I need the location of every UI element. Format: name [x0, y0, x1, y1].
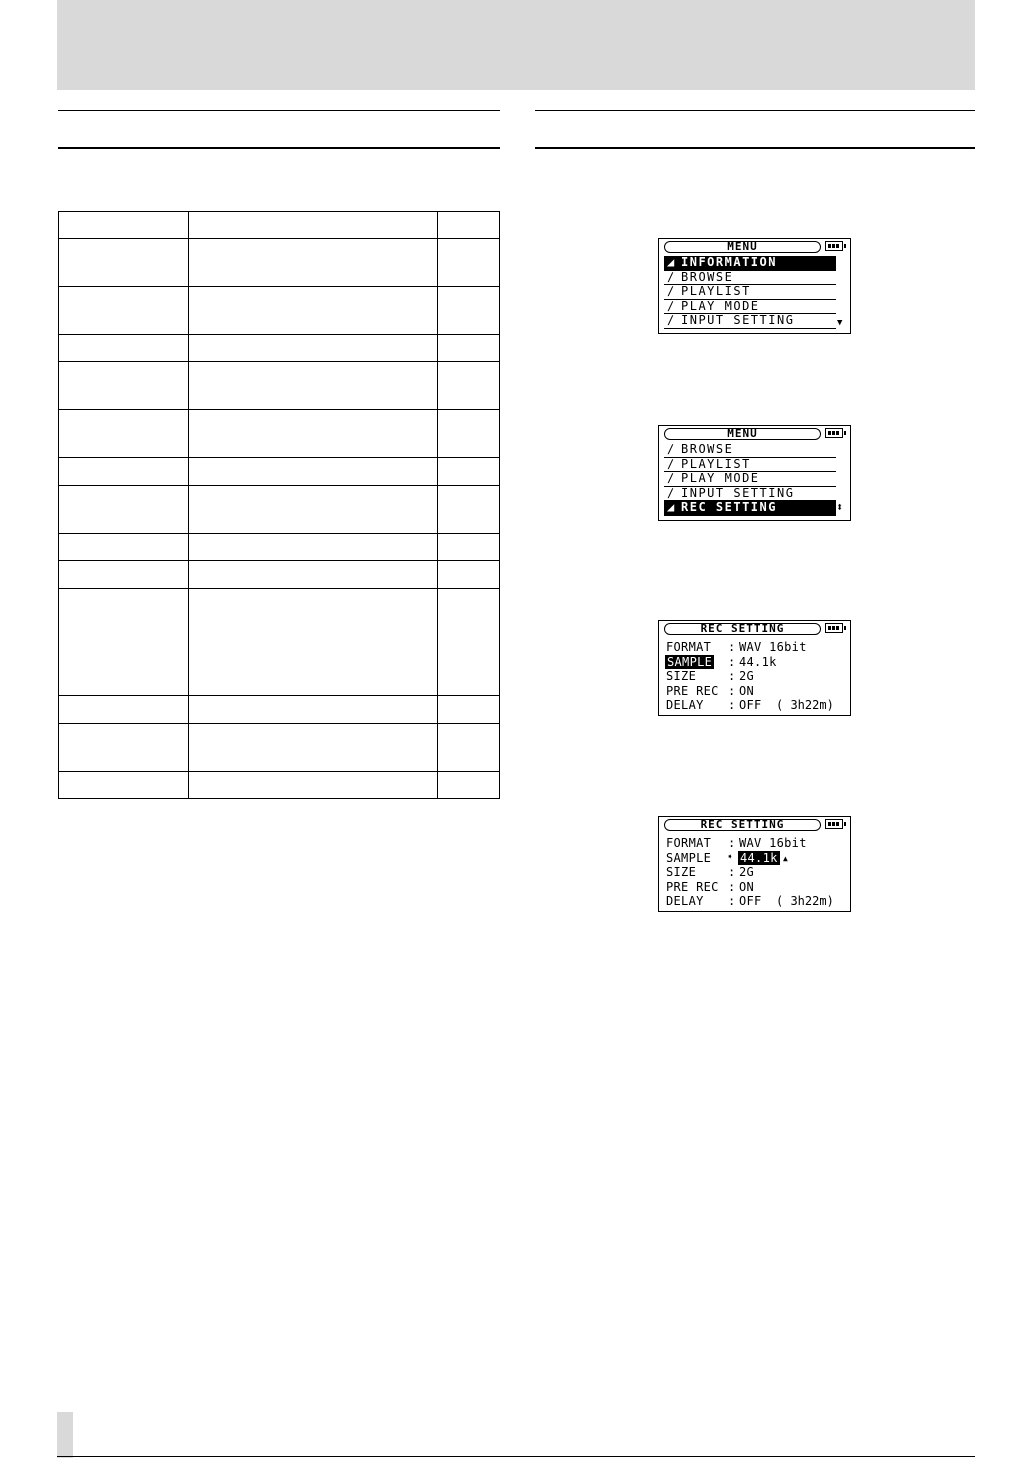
setting-value-editing: 44.1k — [740, 850, 778, 865]
footer-rule — [57, 1456, 975, 1457]
slash-icon: ∕ — [667, 284, 676, 298]
menu-item-label: BROWSE — [681, 442, 734, 456]
table-row — [59, 287, 500, 335]
menu-list — [664, 443, 836, 516]
battery-icon — [825, 428, 843, 438]
arrow-up-icon: ▲ — [783, 853, 788, 863]
separator: : — [728, 894, 736, 909]
left-section-rule-top — [58, 110, 500, 111]
menu-item-label: INPUT SETTING — [681, 485, 795, 500]
rec-row-delay — [666, 894, 846, 909]
battery-icon — [825, 241, 843, 251]
separator: : — [728, 698, 736, 713]
slash-icon: ∕ — [667, 298, 676, 313]
header-band — [57, 0, 975, 90]
rec-row-format — [666, 640, 846, 655]
table-row — [59, 410, 500, 458]
setting-value: 44.1k — [739, 654, 777, 669]
table-row — [59, 534, 500, 561]
setting-key: SIZE — [666, 865, 697, 880]
lcd-menu-screen-2 — [658, 425, 851, 521]
menu-item-label: PLAY MODE — [681, 298, 760, 313]
rec-row-format — [666, 836, 846, 851]
slash-icon: ∕ — [667, 442, 676, 456]
menu-item-browse — [664, 443, 836, 458]
right-section-rule-top — [535, 110, 975, 111]
setting-value: OFF — [739, 698, 762, 713]
setting-key: DELAY — [666, 894, 704, 909]
menu-item-label: BROWSE — [681, 269, 734, 284]
lcd-menu-screen-1 — [658, 238, 851, 334]
table-row — [59, 561, 500, 589]
rec-row-pre-rec — [666, 684, 846, 699]
slash-icon: ◢ — [667, 255, 676, 269]
slash-icon: ∕ — [667, 485, 676, 500]
menu-item-label: INFORMATION — [681, 255, 777, 269]
setting-key-selected: SAMPLE — [667, 654, 713, 669]
setting-key: DELAY — [666, 698, 704, 713]
rec-row-pre-rec — [666, 880, 846, 895]
remaining-time: ( 3h22m) — [776, 894, 834, 909]
menu-list — [664, 256, 836, 329]
table-row — [59, 696, 500, 724]
lcd-title: REC SETTING — [664, 623, 821, 635]
setting-value: 2G — [739, 669, 755, 684]
table-row — [59, 589, 500, 696]
menu-item-playlist — [664, 458, 836, 473]
slash-icon: ∕ — [667, 471, 676, 485]
separator: : — [728, 879, 736, 894]
menu-item-label: PLAY MODE — [681, 471, 760, 485]
left-section-rule-bottom — [58, 147, 500, 149]
footer-page-tab — [57, 1412, 73, 1458]
setting-value: 2G — [739, 865, 755, 880]
menu-item-label: INPUT SETTING — [681, 313, 795, 327]
table-row — [59, 458, 500, 486]
lcd-rec-setting-screen-2 — [658, 816, 851, 912]
menu-item-playlist — [664, 285, 836, 300]
menu-item-input-setting — [664, 487, 836, 502]
table-row — [59, 362, 500, 410]
lcd-title: MENU — [664, 241, 821, 253]
scroll-up-down-icon: ⬍ — [836, 500, 844, 514]
setting-value: ON — [739, 879, 755, 894]
setting-key: FORMAT — [666, 836, 712, 850]
separator: : — [728, 640, 736, 654]
menu-item-browse — [664, 271, 836, 286]
menu-items-table — [58, 211, 500, 799]
lcd-title: MENU — [664, 428, 821, 440]
menu-item-rec-setting — [664, 501, 836, 516]
rec-row-size — [666, 669, 846, 684]
menu-item-label: PLAYLIST — [681, 284, 751, 298]
setting-key: FORMAT — [666, 640, 712, 654]
battery-icon — [825, 623, 843, 633]
lcd-rec-setting-screen-1 — [658, 620, 851, 716]
battery-icon — [825, 819, 843, 829]
separator: : — [728, 836, 736, 850]
menu-item-label: REC SETTING — [681, 500, 777, 514]
table-row — [59, 724, 500, 772]
arrow-right-icon: ➧ — [727, 851, 734, 863]
separator: : — [728, 683, 736, 698]
rec-row-delay — [666, 698, 846, 713]
table-row — [59, 239, 500, 287]
rec-setting-list — [666, 836, 846, 909]
rec-row-sample — [666, 655, 846, 670]
table-row — [59, 772, 500, 799]
slash-icon: ∕ — [667, 269, 676, 284]
setting-key: PRE REC — [666, 683, 719, 698]
menu-item-information — [664, 256, 836, 271]
slash-icon: ◢ — [667, 500, 676, 514]
setting-key: PRE REC — [666, 879, 719, 894]
remaining-time: ( 3h22m) — [776, 698, 834, 713]
scroll-down-icon: ▼ — [837, 318, 843, 328]
setting-value: OFF — [739, 894, 762, 909]
rec-row-size — [666, 865, 846, 880]
setting-key: SAMPLE — [666, 850, 712, 865]
rec-row-sample — [666, 851, 846, 866]
table-row — [59, 335, 500, 362]
menu-item-label: PLAYLIST — [681, 456, 751, 471]
menu-item-play-mode — [664, 300, 836, 315]
separator: : — [728, 865, 736, 880]
lcd-title: REC SETTING — [664, 819, 821, 831]
separator: : — [728, 654, 736, 669]
menu-item-input-setting — [664, 314, 836, 329]
table-row — [59, 486, 500, 534]
slash-icon: ∕ — [667, 456, 676, 471]
slash-icon: ∕ — [667, 313, 676, 327]
setting-key: SIZE — [666, 669, 697, 684]
setting-value: WAV 16bit — [739, 640, 807, 654]
setting-value: WAV 16bit — [739, 836, 807, 850]
menu-item-play-mode — [664, 472, 836, 487]
separator: : — [728, 669, 736, 684]
setting-value: ON — [739, 683, 755, 698]
table-header-row — [59, 212, 500, 239]
right-section-rule-bottom — [535, 147, 975, 149]
rec-setting-list — [666, 640, 846, 713]
